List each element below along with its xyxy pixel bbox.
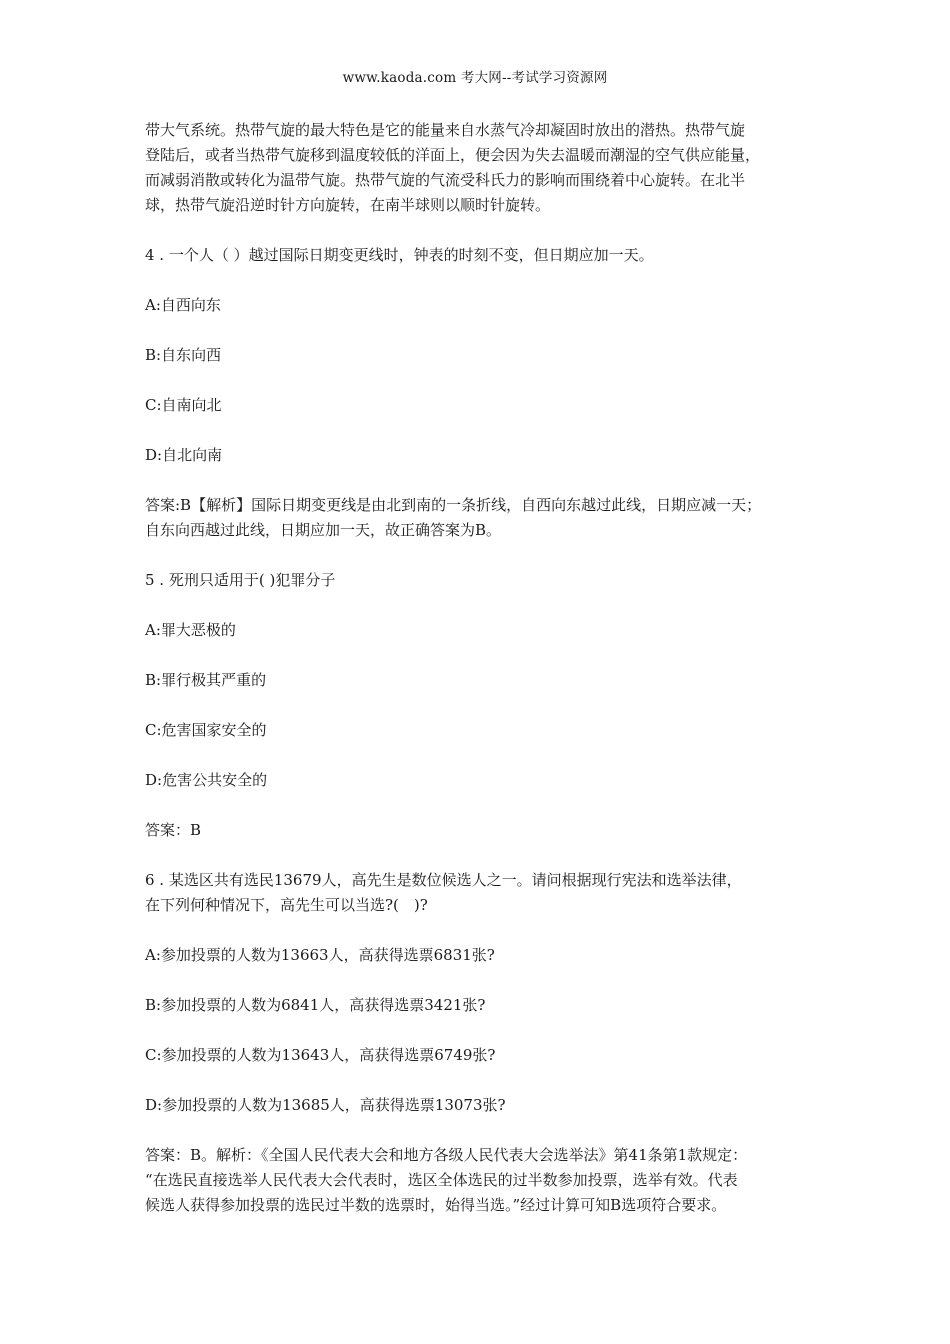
q5-option-b: B:罪行极其严重的 xyxy=(145,671,267,689)
q6-option-a: A:参加投票的人数为13663人，高获得选票6831张? xyxy=(145,946,495,964)
intro-line: 球，热带气旋沿逆时针方向旋转，在南半球则以顺时针旋转。 xyxy=(145,196,551,214)
q6-option-b: B:参加投票的人数为6841人，高获得选票3421张? xyxy=(145,996,486,1014)
q6-option-c: C:参加投票的人数为13643人，高获得选票6749张? xyxy=(145,1046,496,1064)
q6-answer-line: 候选人获得参加投票的选民过半数的选票时，始得当选。”经过计算可知B选项符合要求。 xyxy=(145,1196,727,1214)
q4-option-c: C:自南向北 xyxy=(145,396,222,414)
question-6-line: 6 . 某选区共有选民13679人，高先生是数位候选人之一。请问根据现行宪法和选举法律， xyxy=(145,871,742,889)
intro-line: 而减弱消散或转化为温带气旋。热带气旋的气流受科氏力的影响而围绕着中心旋转。在北半 xyxy=(145,171,746,189)
q4-option-d: D:自北向南 xyxy=(145,446,223,464)
q6-answer-line: 答案：B。解析：《全国人民代表大会和地方各级人民代表大会选举法》第41条第1款规定： xyxy=(145,1146,748,1164)
question-6-line: 在下列何种情况下，高先生可以当选?( )? xyxy=(145,896,428,914)
q4-answer-line: 答案:B【解析】国际日期变更线是由北到南的一条折线，自西向东越过此线，日期应减一天； xyxy=(145,496,762,514)
q6-option-d: D:参加投票的人数为13685人，高获得选票13073张? xyxy=(145,1096,506,1114)
q6-answer-line: “在选民直接选举人民代表大会代表时，选区全体选民的过半数参加投票，选举有效。代表 xyxy=(145,1171,738,1189)
intro-line: 登陆后，或者当热带气旋移到温度较低的洋面上，便会因为失去温暖而潮湿的空气供应能量， xyxy=(145,146,761,164)
q5-option-a: A:罪大恶极的 xyxy=(145,621,236,639)
q5-answer: 答案：B xyxy=(145,821,202,839)
q4-answer-line: 自东向西越过此线，日期应加一天，故正确答案为B。 xyxy=(145,521,502,539)
question-4: 4 . 一个人（ ）越过国际日期变更线时，钟表的时刻不变，但日期应加一天。 xyxy=(145,246,654,264)
q6-answer xyxy=(145,1143,815,1218)
intro-line: 带大气系统。热带气旋的最大特色是它的能量来自水蒸气冷却凝固时放出的潜热。热带气旋 xyxy=(145,121,746,139)
q4-option-b: B:自东向西 xyxy=(145,346,222,364)
document-body xyxy=(145,118,815,1218)
q5-option-c: C:危害国家安全的 xyxy=(145,721,267,739)
intro-paragraph xyxy=(145,118,815,218)
q4-option-a: A:自西向东 xyxy=(145,296,221,314)
question-6 xyxy=(145,868,815,918)
q5-option-d: D:危害公共安全的 xyxy=(145,771,268,789)
page-header: www.kaoda.com 考大网--考试学习资源网 xyxy=(342,70,608,86)
q4-answer xyxy=(145,493,815,543)
question-5: 5 . 死刑只适用于( )犯罪分子 xyxy=(145,571,336,589)
